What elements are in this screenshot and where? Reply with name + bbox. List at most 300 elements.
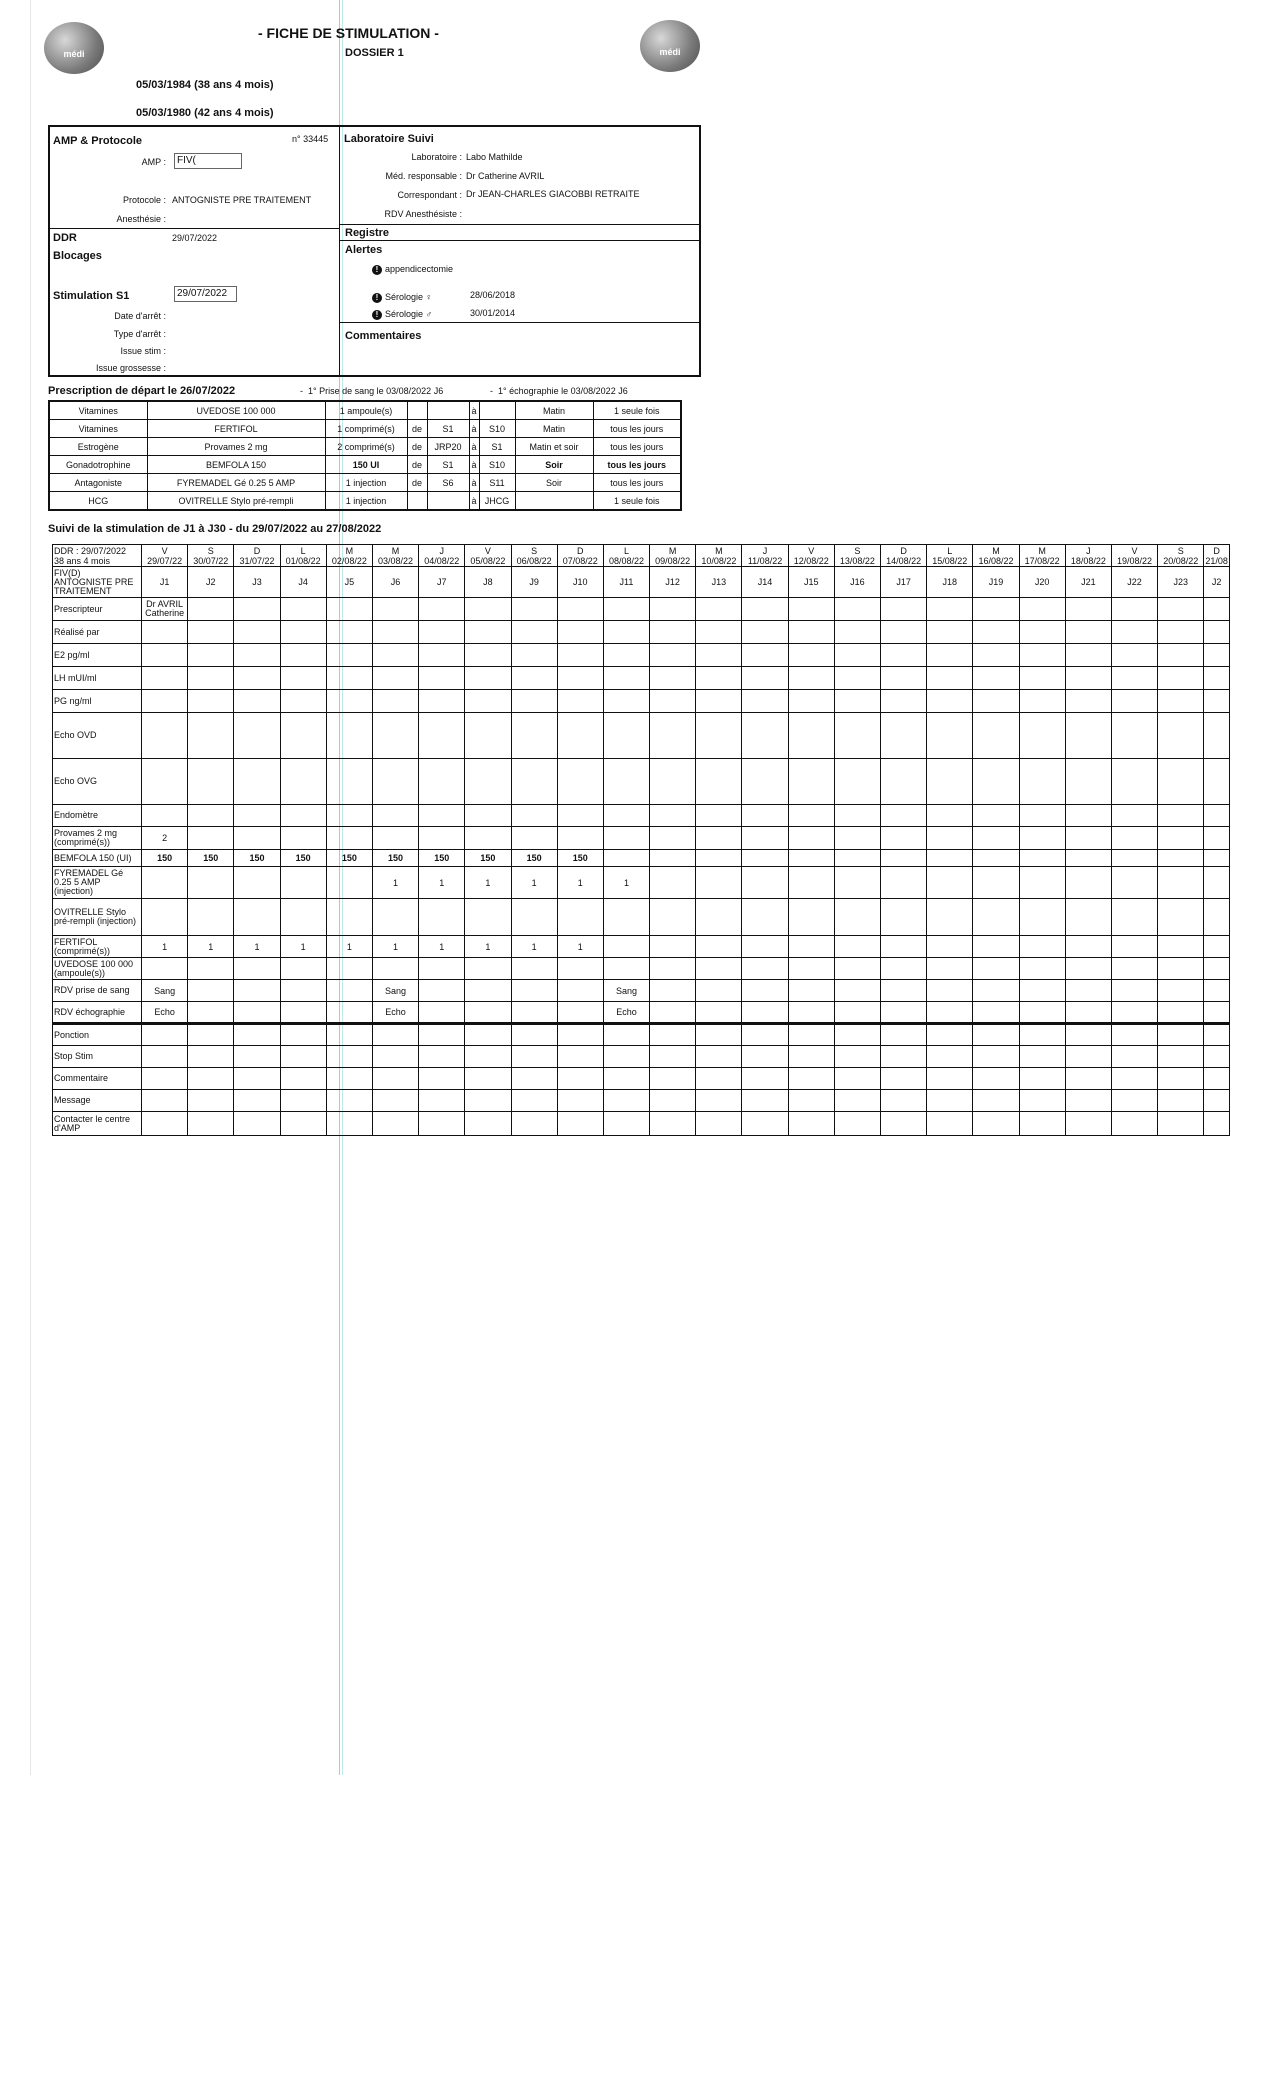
- grid-cell[interactable]: [188, 644, 234, 667]
- grid-cell[interactable]: [1019, 958, 1065, 980]
- grid-cell[interactable]: [1019, 759, 1065, 805]
- grid-cell[interactable]: [372, 644, 418, 667]
- grid-cell[interactable]: [603, 805, 649, 827]
- grid-cell[interactable]: 150: [188, 850, 234, 867]
- grid-cell[interactable]: [142, 1024, 188, 1046]
- grid-cell[interactable]: [1204, 667, 1230, 690]
- grid-cell[interactable]: [696, 1002, 742, 1024]
- grid-cell[interactable]: [927, 1112, 973, 1136]
- grid-cell[interactable]: [372, 1068, 418, 1090]
- grid-cell[interactable]: [834, 759, 880, 805]
- grid-cell[interactable]: [188, 621, 234, 644]
- grid-cell[interactable]: [142, 667, 188, 690]
- grid-cell[interactable]: [834, 690, 880, 713]
- grid-cell[interactable]: [326, 1090, 372, 1112]
- grid-cell[interactable]: [927, 1024, 973, 1046]
- grid-cell[interactable]: [1019, 867, 1065, 899]
- grid-cell[interactable]: [326, 1068, 372, 1090]
- grid-cell[interactable]: [1158, 667, 1204, 690]
- grid-cell[interactable]: [1158, 936, 1204, 958]
- grid-cell[interactable]: [927, 621, 973, 644]
- grid-cell[interactable]: [742, 936, 788, 958]
- grid-cell[interactable]: [927, 759, 973, 805]
- grid-cell[interactable]: [419, 667, 465, 690]
- grid-cell[interactable]: [881, 899, 927, 936]
- grid-cell[interactable]: [834, 1002, 880, 1024]
- grid-cell[interactable]: [419, 621, 465, 644]
- grid-cell[interactable]: [788, 1068, 834, 1090]
- grid-cell[interactable]: [419, 644, 465, 667]
- grid-cell[interactable]: [557, 1090, 603, 1112]
- grid-cell[interactable]: [927, 980, 973, 1002]
- grid-cell[interactable]: [834, 1068, 880, 1090]
- grid-cell[interactable]: [881, 713, 927, 759]
- grid-cell[interactable]: [511, 1024, 557, 1046]
- grid-cell[interactable]: [188, 958, 234, 980]
- grid-cell[interactable]: [1204, 1046, 1230, 1068]
- grid-cell[interactable]: [1065, 1002, 1111, 1024]
- grid-cell[interactable]: [927, 827, 973, 850]
- grid-cell[interactable]: [280, 1090, 326, 1112]
- grid-cell[interactable]: [788, 598, 834, 621]
- grid-cell[interactable]: [1204, 827, 1230, 850]
- grid-cell[interactable]: Echo: [142, 1002, 188, 1024]
- grid-cell[interactable]: [927, 850, 973, 867]
- grid-cell[interactable]: [788, 899, 834, 936]
- grid-cell[interactable]: 1: [419, 867, 465, 899]
- grid-cell[interactable]: [1019, 1024, 1065, 1046]
- grid-cell[interactable]: [142, 1090, 188, 1112]
- grid-cell[interactable]: [280, 805, 326, 827]
- grid-cell[interactable]: [280, 1024, 326, 1046]
- grid-cell[interactable]: 150: [511, 850, 557, 867]
- grid-cell[interactable]: [188, 759, 234, 805]
- grid-cell[interactable]: [511, 1090, 557, 1112]
- grid-cell[interactable]: [1158, 805, 1204, 827]
- grid-cell[interactable]: [1204, 867, 1230, 899]
- grid-cell[interactable]: [557, 644, 603, 667]
- grid-cell[interactable]: [834, 899, 880, 936]
- grid-cell[interactable]: [742, 827, 788, 850]
- grid-cell[interactable]: [881, 827, 927, 850]
- grid-cell[interactable]: [881, 805, 927, 827]
- grid-cell[interactable]: [142, 644, 188, 667]
- grid-cell[interactable]: [788, 936, 834, 958]
- grid-cell[interactable]: [326, 690, 372, 713]
- grid-cell[interactable]: [650, 1090, 696, 1112]
- grid-cell[interactable]: [834, 1090, 880, 1112]
- grid-cell[interactable]: [650, 980, 696, 1002]
- grid-cell[interactable]: [881, 936, 927, 958]
- grid-cell[interactable]: [419, 759, 465, 805]
- grid-cell[interactable]: [603, 899, 649, 936]
- grid-cell[interactable]: [372, 1112, 418, 1136]
- grid-cell[interactable]: [1019, 621, 1065, 644]
- grid-cell[interactable]: [326, 759, 372, 805]
- grid-cell[interactable]: [188, 1024, 234, 1046]
- amp-field[interactable]: FIV(: [174, 153, 242, 169]
- grid-cell[interactable]: [834, 667, 880, 690]
- grid-cell[interactable]: [696, 759, 742, 805]
- grid-cell[interactable]: [1019, 1112, 1065, 1136]
- grid-cell[interactable]: [142, 867, 188, 899]
- grid-cell[interactable]: [1065, 690, 1111, 713]
- grid-cell[interactable]: [973, 867, 1019, 899]
- grid-cell[interactable]: [419, 598, 465, 621]
- grid-cell[interactable]: [372, 713, 418, 759]
- grid-cell[interactable]: [511, 805, 557, 827]
- grid-cell[interactable]: [927, 1068, 973, 1090]
- grid-cell[interactable]: [973, 644, 1019, 667]
- grid-cell[interactable]: [973, 713, 1019, 759]
- grid-cell[interactable]: [1111, 690, 1157, 713]
- grid-cell[interactable]: [1111, 1090, 1157, 1112]
- grid-cell[interactable]: [465, 958, 511, 980]
- grid-cell[interactable]: [650, 690, 696, 713]
- grid-cell[interactable]: [1204, 1024, 1230, 1046]
- grid-cell[interactable]: [742, 690, 788, 713]
- grid-cell[interactable]: [1111, 1002, 1157, 1024]
- grid-cell[interactable]: [834, 598, 880, 621]
- grid-cell[interactable]: [372, 899, 418, 936]
- grid-cell[interactable]: [142, 621, 188, 644]
- grid-cell[interactable]: [1065, 958, 1111, 980]
- grid-cell[interactable]: [511, 644, 557, 667]
- grid-cell[interactable]: [788, 850, 834, 867]
- grid-cell[interactable]: [1065, 621, 1111, 644]
- grid-cell[interactable]: [834, 1046, 880, 1068]
- grid-cell[interactable]: [834, 850, 880, 867]
- grid-cell[interactable]: [1204, 980, 1230, 1002]
- grid-cell[interactable]: [234, 899, 280, 936]
- grid-cell[interactable]: [1065, 1090, 1111, 1112]
- grid-cell[interactable]: [742, 1002, 788, 1024]
- grid-cell[interactable]: [603, 598, 649, 621]
- grid-cell[interactable]: [1111, 980, 1157, 1002]
- grid-cell[interactable]: [742, 1068, 788, 1090]
- grid-cell[interactable]: 1: [280, 936, 326, 958]
- grid-cell[interactable]: [696, 980, 742, 1002]
- grid-cell[interactable]: [1065, 850, 1111, 867]
- grid-cell[interactable]: [280, 1068, 326, 1090]
- grid-cell[interactable]: [511, 958, 557, 980]
- grid-cell[interactable]: [1065, 644, 1111, 667]
- grid-cell[interactable]: [788, 1046, 834, 1068]
- grid-cell[interactable]: [1111, 1068, 1157, 1090]
- grid-cell[interactable]: [742, 598, 788, 621]
- grid-cell[interactable]: [1019, 805, 1065, 827]
- grid-cell[interactable]: [1065, 936, 1111, 958]
- grid-cell[interactable]: Sang: [142, 980, 188, 1002]
- grid-cell[interactable]: [788, 690, 834, 713]
- grid-cell[interactable]: [696, 1046, 742, 1068]
- grid-cell[interactable]: [234, 958, 280, 980]
- grid-cell[interactable]: [188, 1090, 234, 1112]
- grid-cell[interactable]: [1204, 759, 1230, 805]
- grid-cell[interactable]: [650, 759, 696, 805]
- grid-cell[interactable]: [372, 598, 418, 621]
- grid-cell[interactable]: [788, 713, 834, 759]
- grid-cell[interactable]: [326, 805, 372, 827]
- grid-cell[interactable]: [696, 805, 742, 827]
- grid-cell[interactable]: [1158, 958, 1204, 980]
- grid-cell[interactable]: [1158, 1068, 1204, 1090]
- grid-cell[interactable]: [696, 690, 742, 713]
- grid-cell[interactable]: [603, 621, 649, 644]
- grid-cell[interactable]: [696, 1090, 742, 1112]
- grid-cell[interactable]: [881, 1068, 927, 1090]
- grid-cell[interactable]: 150: [372, 850, 418, 867]
- grid-cell[interactable]: [511, 827, 557, 850]
- grid-cell[interactable]: [557, 690, 603, 713]
- grid-cell[interactable]: [326, 899, 372, 936]
- grid-cell[interactable]: [1204, 1112, 1230, 1136]
- grid-cell[interactable]: [511, 1068, 557, 1090]
- grid-cell[interactable]: [973, 936, 1019, 958]
- grid-cell[interactable]: 150: [280, 850, 326, 867]
- grid-cell[interactable]: [603, 958, 649, 980]
- grid-cell[interactable]: [188, 598, 234, 621]
- grid-cell[interactable]: [650, 713, 696, 759]
- grid-cell[interactable]: [1111, 713, 1157, 759]
- grid-cell[interactable]: [1158, 1090, 1204, 1112]
- grid-cell[interactable]: [1204, 1002, 1230, 1024]
- grid-cell[interactable]: [973, 1068, 1019, 1090]
- grid-cell[interactable]: Dr AVRIL Catherine: [142, 598, 188, 621]
- grid-cell[interactable]: [881, 621, 927, 644]
- grid-cell[interactable]: [834, 867, 880, 899]
- grid-cell[interactable]: [419, 690, 465, 713]
- grid-cell[interactable]: [142, 805, 188, 827]
- grid-cell[interactable]: 1: [142, 936, 188, 958]
- grid-cell[interactable]: [881, 867, 927, 899]
- grid-cell[interactable]: [557, 1046, 603, 1068]
- grid-cell[interactable]: [188, 827, 234, 850]
- grid-cell[interactable]: [419, 1024, 465, 1046]
- grid-cell[interactable]: [234, 690, 280, 713]
- grid-cell[interactable]: [696, 621, 742, 644]
- grid-cell[interactable]: [1019, 1002, 1065, 1024]
- grid-cell[interactable]: [1204, 713, 1230, 759]
- grid-cell[interactable]: [788, 980, 834, 1002]
- grid-cell[interactable]: [881, 958, 927, 980]
- grid-cell[interactable]: [788, 667, 834, 690]
- grid-cell[interactable]: [234, 1068, 280, 1090]
- grid-cell[interactable]: [788, 867, 834, 899]
- grid-cell[interactable]: [372, 621, 418, 644]
- grid-cell[interactable]: [788, 1112, 834, 1136]
- grid-cell[interactable]: [834, 713, 880, 759]
- grid-cell[interactable]: [927, 867, 973, 899]
- grid-cell[interactable]: 150: [465, 850, 511, 867]
- grid-cell[interactable]: [557, 1002, 603, 1024]
- grid-cell[interactable]: [834, 805, 880, 827]
- grid-cell[interactable]: [927, 899, 973, 936]
- grid-cell[interactable]: [1204, 958, 1230, 980]
- grid-cell[interactable]: [742, 621, 788, 644]
- grid-cell[interactable]: [742, 1090, 788, 1112]
- grid-cell[interactable]: [973, 1024, 1019, 1046]
- grid-cell[interactable]: [927, 1046, 973, 1068]
- grid-cell[interactable]: [788, 805, 834, 827]
- grid-cell[interactable]: [742, 805, 788, 827]
- grid-cell[interactable]: [927, 805, 973, 827]
- grid-cell[interactable]: [465, 1024, 511, 1046]
- grid-cell[interactable]: [973, 690, 1019, 713]
- grid-cell[interactable]: [927, 958, 973, 980]
- grid-cell[interactable]: [973, 980, 1019, 1002]
- grid-cell[interactable]: [1158, 759, 1204, 805]
- grid-cell[interactable]: 1: [372, 936, 418, 958]
- grid-cell[interactable]: [1204, 899, 1230, 936]
- grid-cell[interactable]: [973, 759, 1019, 805]
- grid-cell[interactable]: [280, 867, 326, 899]
- grid-cell[interactable]: [1204, 850, 1230, 867]
- grid-cell[interactable]: [1019, 850, 1065, 867]
- grid-cell[interactable]: [927, 936, 973, 958]
- grid-cell[interactable]: [788, 621, 834, 644]
- grid-cell[interactable]: [1019, 644, 1065, 667]
- grid-cell[interactable]: [234, 1090, 280, 1112]
- grid-cell[interactable]: [557, 1068, 603, 1090]
- grid-cell[interactable]: [1019, 1090, 1065, 1112]
- grid-cell[interactable]: [511, 1046, 557, 1068]
- grid-cell[interactable]: [280, 644, 326, 667]
- grid-cell[interactable]: [326, 958, 372, 980]
- grid-cell[interactable]: [1111, 1112, 1157, 1136]
- grid-cell[interactable]: [788, 1024, 834, 1046]
- grid-cell[interactable]: [142, 1046, 188, 1068]
- grid-cell[interactable]: [1111, 899, 1157, 936]
- grid-cell[interactable]: [1065, 667, 1111, 690]
- grid-cell[interactable]: [419, 980, 465, 1002]
- grid-cell[interactable]: [650, 850, 696, 867]
- grid-cell[interactable]: [465, 980, 511, 1002]
- grid-cell[interactable]: [881, 690, 927, 713]
- grid-cell[interactable]: [1065, 1024, 1111, 1046]
- grid-cell[interactable]: [557, 667, 603, 690]
- grid-cell[interactable]: [603, 850, 649, 867]
- grid-cell[interactable]: [1158, 644, 1204, 667]
- grid-cell[interactable]: [511, 621, 557, 644]
- grid-cell[interactable]: [557, 899, 603, 936]
- grid-cell[interactable]: [1065, 899, 1111, 936]
- grid-cell[interactable]: [1111, 805, 1157, 827]
- grid-cell[interactable]: [1111, 958, 1157, 980]
- grid-cell[interactable]: [1204, 644, 1230, 667]
- grid-cell[interactable]: [927, 1090, 973, 1112]
- grid-cell[interactable]: [465, 690, 511, 713]
- grid-cell[interactable]: [142, 1112, 188, 1136]
- grid-cell[interactable]: [881, 667, 927, 690]
- grid-cell[interactable]: [834, 621, 880, 644]
- grid-cell[interactable]: 1: [372, 867, 418, 899]
- grid-cell[interactable]: [1204, 1090, 1230, 1112]
- grid-cell[interactable]: [188, 667, 234, 690]
- grid-cell[interactable]: [511, 667, 557, 690]
- grid-cell[interactable]: [696, 827, 742, 850]
- grid-cell[interactable]: 1: [511, 936, 557, 958]
- grid-cell[interactable]: [1158, 713, 1204, 759]
- grid-cell[interactable]: [834, 827, 880, 850]
- grid-cell[interactable]: [1158, 827, 1204, 850]
- grid-cell[interactable]: [465, 827, 511, 850]
- grid-cell[interactable]: [1204, 621, 1230, 644]
- grid-cell[interactable]: 1: [603, 867, 649, 899]
- grid-cell[interactable]: [419, 805, 465, 827]
- grid-cell[interactable]: [234, 1046, 280, 1068]
- grid-cell[interactable]: [326, 713, 372, 759]
- grid-cell[interactable]: [372, 1024, 418, 1046]
- grid-cell[interactable]: [973, 1002, 1019, 1024]
- grid-cell[interactable]: [696, 867, 742, 899]
- grid-cell[interactable]: 1: [465, 867, 511, 899]
- grid-cell[interactable]: [742, 667, 788, 690]
- grid-cell[interactable]: [1111, 1024, 1157, 1046]
- grid-cell[interactable]: [973, 598, 1019, 621]
- grid-cell[interactable]: [696, 598, 742, 621]
- grid-cell[interactable]: [465, 598, 511, 621]
- grid-cell[interactable]: [788, 827, 834, 850]
- grid-cell[interactable]: [142, 1068, 188, 1090]
- grid-cell[interactable]: [650, 899, 696, 936]
- grid-cell[interactable]: [557, 598, 603, 621]
- grid-cell[interactable]: [280, 1002, 326, 1024]
- grid-cell[interactable]: 150: [234, 850, 280, 867]
- grid-cell[interactable]: [465, 805, 511, 827]
- grid-cell[interactable]: [650, 867, 696, 899]
- grid-cell[interactable]: [234, 980, 280, 1002]
- grid-cell[interactable]: [234, 1024, 280, 1046]
- grid-cell[interactable]: [465, 667, 511, 690]
- grid-cell[interactable]: [973, 850, 1019, 867]
- grid-cell[interactable]: Echo: [372, 1002, 418, 1024]
- grid-cell[interactable]: [1065, 805, 1111, 827]
- grid-cell[interactable]: [234, 1002, 280, 1024]
- grid-cell[interactable]: [372, 1090, 418, 1112]
- grid-cell[interactable]: [881, 1090, 927, 1112]
- grid-cell[interactable]: [326, 1024, 372, 1046]
- grid-cell[interactable]: [742, 980, 788, 1002]
- grid-cell[interactable]: [1111, 1046, 1157, 1068]
- grid-cell[interactable]: [696, 713, 742, 759]
- grid-cell[interactable]: [1019, 1046, 1065, 1068]
- grid-cell[interactable]: [973, 899, 1019, 936]
- grid-cell[interactable]: [1158, 867, 1204, 899]
- grid-cell[interactable]: [1158, 980, 1204, 1002]
- grid-cell[interactable]: [1065, 827, 1111, 850]
- grid-cell[interactable]: 1: [419, 936, 465, 958]
- grid-cell[interactable]: [788, 1002, 834, 1024]
- grid-cell[interactable]: [234, 713, 280, 759]
- grid-cell[interactable]: [696, 1112, 742, 1136]
- grid-cell[interactable]: [696, 936, 742, 958]
- grid-cell[interactable]: [603, 1046, 649, 1068]
- grid-cell[interactable]: [834, 1024, 880, 1046]
- grid-cell[interactable]: 1: [188, 936, 234, 958]
- grid-cell[interactable]: [188, 1002, 234, 1024]
- grid-cell[interactable]: [234, 598, 280, 621]
- grid-cell[interactable]: [280, 667, 326, 690]
- grid-cell[interactable]: [1204, 1068, 1230, 1090]
- grid-cell[interactable]: [1158, 1024, 1204, 1046]
- grid-cell[interactable]: 150: [326, 850, 372, 867]
- grid-cell[interactable]: [742, 850, 788, 867]
- grid-cell[interactable]: [465, 759, 511, 805]
- grid-cell[interactable]: [511, 899, 557, 936]
- grid-cell[interactable]: [142, 899, 188, 936]
- grid-cell[interactable]: [1111, 621, 1157, 644]
